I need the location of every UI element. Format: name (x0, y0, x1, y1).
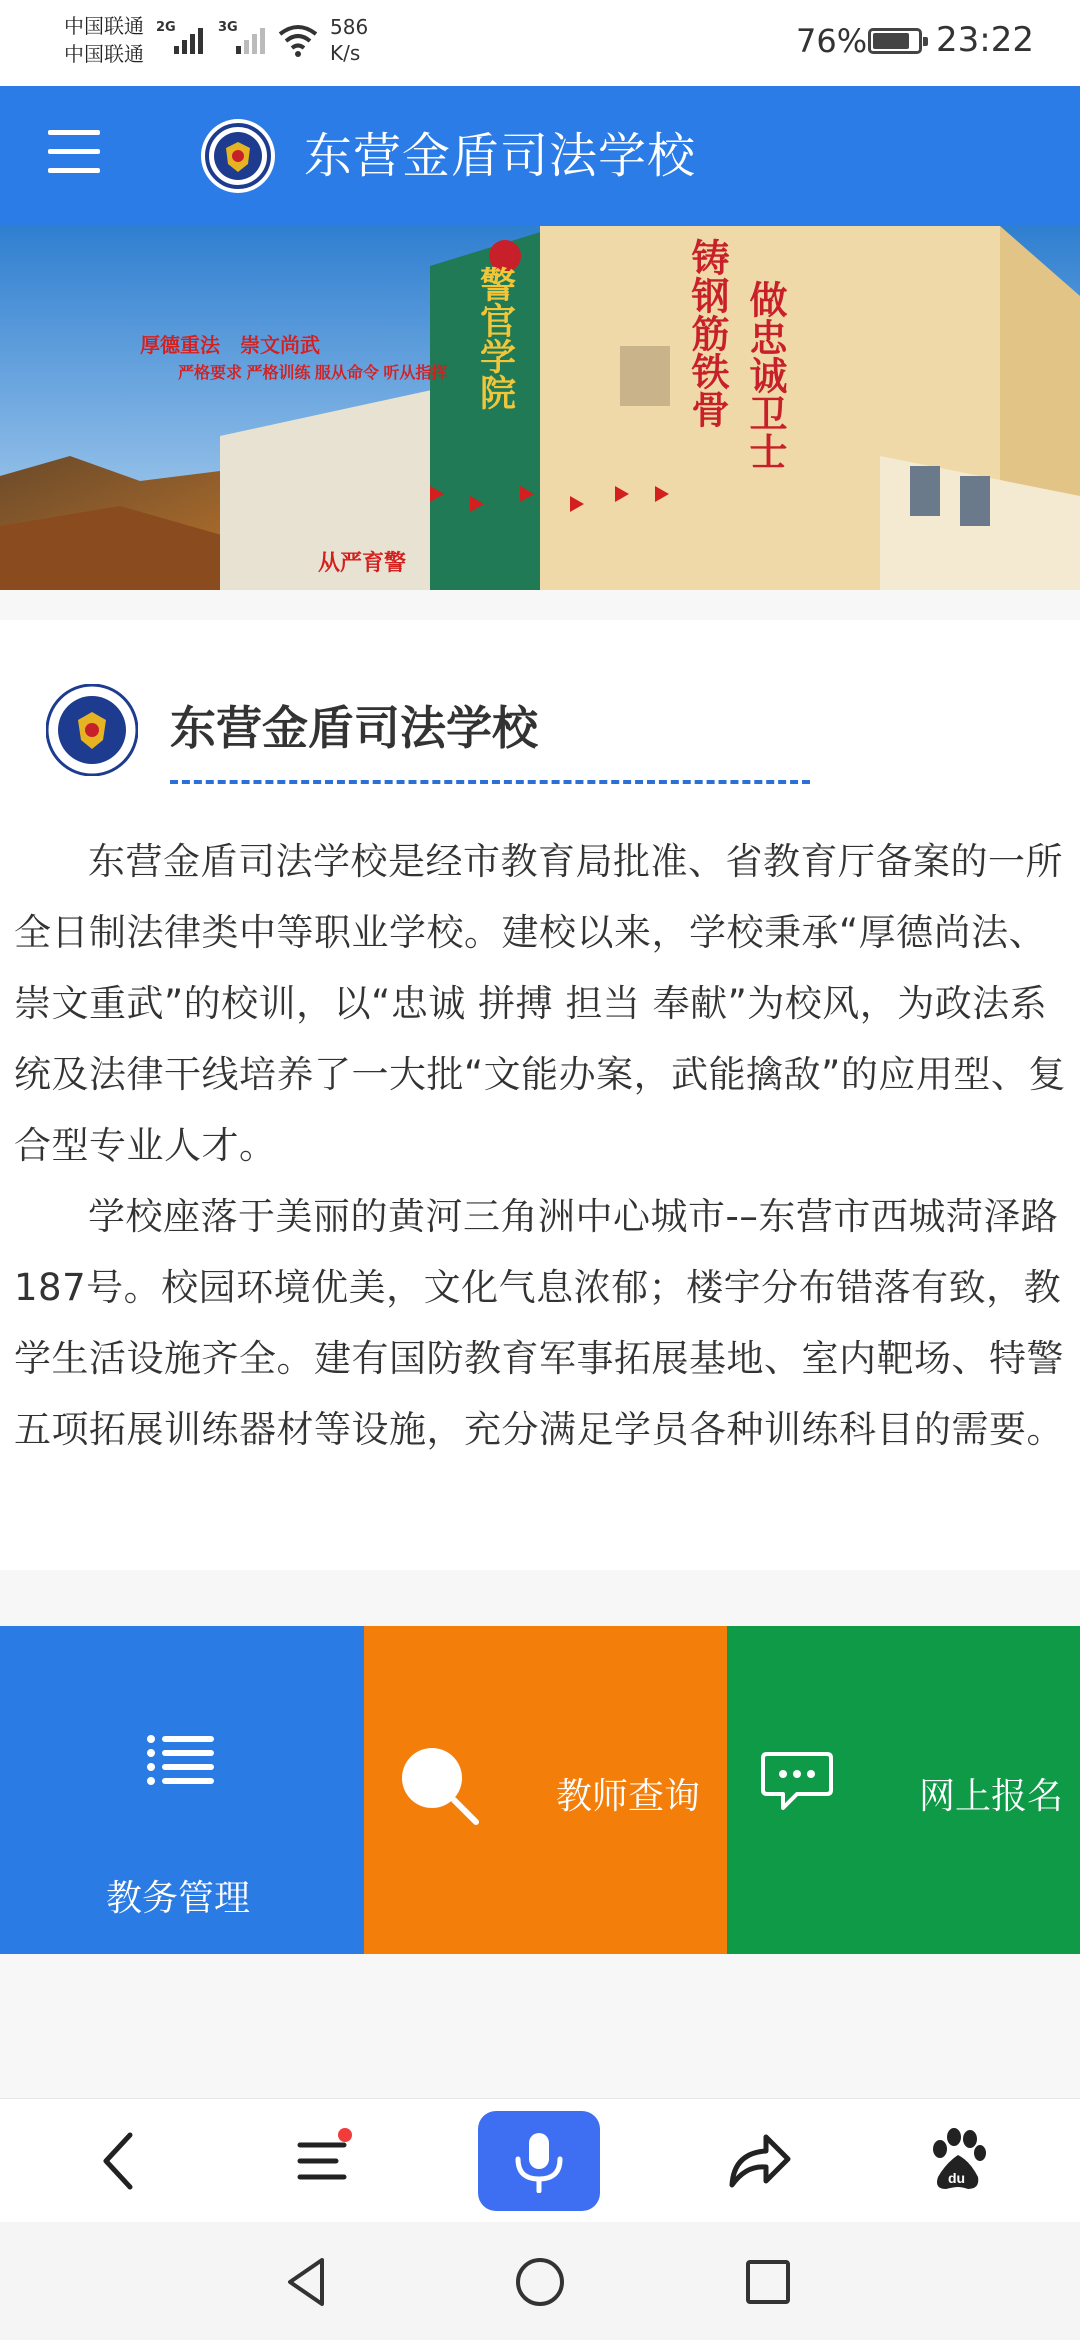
title-divider (170, 780, 810, 784)
signal-1-label: 2G (156, 20, 176, 35)
speed-unit: K/s (330, 41, 361, 65)
back-icon[interactable] (82, 2121, 162, 2201)
battery-percent: 76% (796, 22, 868, 60)
share-icon[interactable] (718, 2121, 798, 2201)
banner-building-sign: 警官学院 (475, 266, 517, 410)
banner-image[interactable] (0, 226, 1080, 590)
school-emblem-icon (46, 684, 138, 776)
tile-label: 教务管理 (106, 1878, 251, 1919)
about-title: 东营金盾司法学校 (170, 701, 538, 755)
wifi-icon (276, 22, 320, 58)
speed-value: 586 (330, 15, 369, 39)
notification-dot (338, 2128, 352, 2142)
clock: 23:22 (936, 20, 1034, 60)
carrier-2: 中国联通 (64, 42, 144, 66)
nav-home-icon[interactable] (508, 2250, 572, 2314)
baidu-icon[interactable] (918, 2121, 998, 2201)
carrier-1: 中国联通 (64, 14, 144, 38)
about-paragraph-2: 学校座落于美丽的黄河三角洲中心城市-–东营市西城菏泽路187号。校园环境优美，文化气息浓郁；楼宇分布错落有致，教学生活设施齐全。建有国防教育军事拓展基地、室内靶场、特警五项拓展训练器材等设施，充分满足学员各种训练科目的需要。 (14, 1195, 1064, 1451)
carrier-info (64, 12, 144, 68)
tile-academic-affairs[interactable] (0, 1626, 364, 1954)
campus-building-photo (0, 226, 1080, 590)
search-icon (398, 1744, 482, 1828)
header-title: 东营金盾司法学校 (304, 128, 697, 184)
banner-slogan-right-2: 做忠诚卫士 (743, 280, 785, 470)
mic-icon (512, 2131, 566, 2193)
nav-recents-icon[interactable] (736, 2250, 800, 2314)
voice-search-button[interactable] (478, 2111, 600, 2211)
about-paragraph-1: 东营金盾司法学校是经市教育局批准、省教育厅备案的一所全日制法律类中等职业学校。建校以来，学校秉承“厚德尚法、崇文重武”的校训，以“忠诚 拼搏 担当 奉献”为校风，为政法系统及法律干线培养了一大批“文能办案，武能擒敌”的应用型、复合型专业人才。 (14, 840, 1066, 1167)
hamburger-menu-icon[interactable] (48, 130, 104, 182)
tile-label: 教师查询 (556, 1776, 701, 1817)
list-icon (146, 1734, 216, 1786)
network-speed (330, 14, 368, 66)
school-emblem-logo[interactable] (200, 118, 276, 194)
browser-toolbar (0, 2098, 1080, 2222)
signal-icon (234, 24, 268, 56)
nav-back-icon[interactable] (276, 2250, 340, 2314)
status-bar (0, 0, 1080, 86)
tile-teacher-search[interactable] (364, 1626, 727, 1954)
signal-2-label: 3G (218, 20, 238, 35)
chat-icon (761, 1750, 833, 1814)
svg-text:du: du (948, 2170, 966, 2186)
banner-slogan-left-1: 厚德重法 崇文尚武 (140, 335, 320, 357)
banner-slogan-right-1: 铸钢筋铁骨 (685, 238, 727, 428)
about-body (14, 826, 1070, 1465)
feature-tiles (0, 1626, 1080, 1954)
system-navigation-bar (0, 2222, 1080, 2340)
tile-online-registration[interactable] (727, 1626, 1080, 1954)
banner-slogan-bottom: 从严育警 (318, 550, 407, 575)
about-section (0, 620, 1080, 1570)
tile-label: 网上报名 (919, 1776, 1064, 1817)
battery-icon (868, 28, 922, 54)
signal-icon (172, 24, 206, 56)
app-header (0, 86, 1080, 226)
banner-slogan-left-2: 严格要求 严格训练 服从命令 听从指挥 (178, 365, 448, 382)
menu-icon[interactable] (284, 2121, 364, 2201)
